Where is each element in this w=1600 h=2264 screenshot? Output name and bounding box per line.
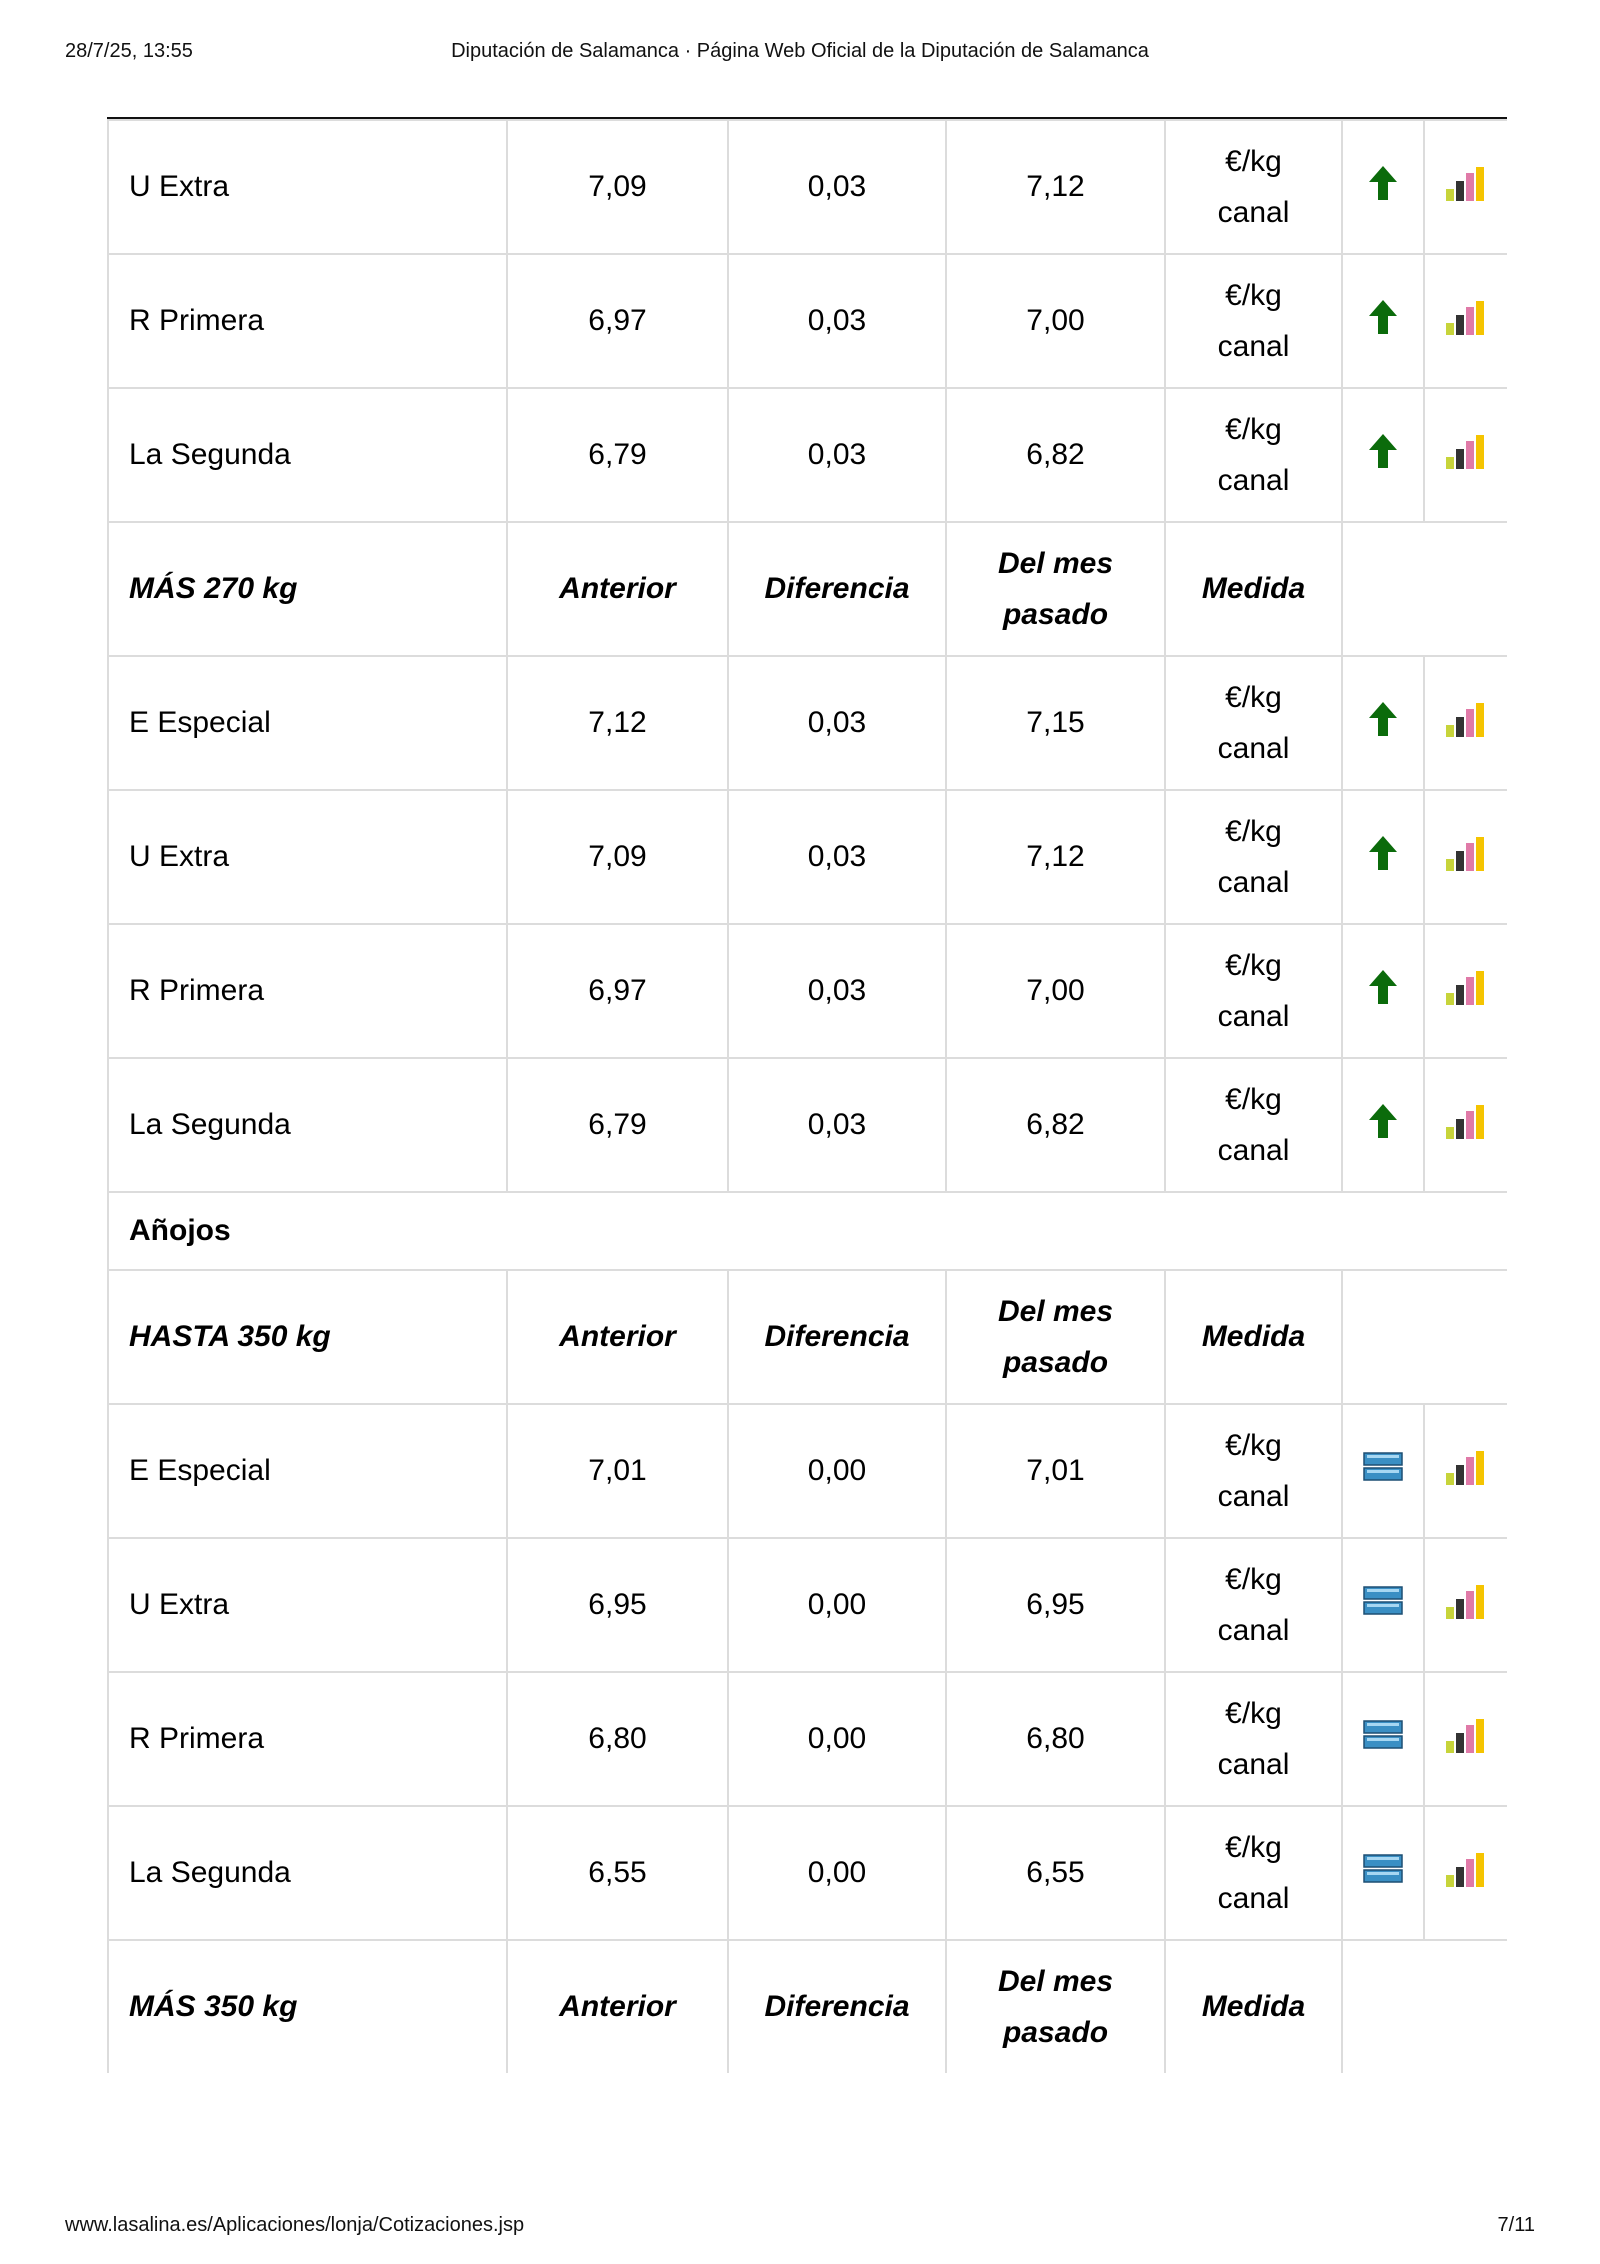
up-arrow-icon xyxy=(1368,433,1398,477)
grade-name: E Especial xyxy=(108,656,507,790)
grade-name: U Extra xyxy=(108,790,507,924)
column-heading-last-month-line2: pasado xyxy=(1002,598,1109,631)
unit-cell xyxy=(1165,1058,1342,1192)
empty-heading-cell xyxy=(1342,1270,1507,1404)
empty-heading-cell xyxy=(1342,522,1507,656)
bar-chart-icon[interactable] xyxy=(1445,701,1487,745)
last-month-price: 7,12 xyxy=(946,120,1165,254)
empty-heading-cell xyxy=(1342,1940,1507,2073)
column-heading-measure: Medida xyxy=(1165,1270,1342,1404)
previous-price: 6,79 xyxy=(507,388,728,522)
up-arrow-icon xyxy=(1368,299,1398,343)
trend-cell xyxy=(1342,790,1424,924)
last-month-price: 7,00 xyxy=(946,924,1165,1058)
print-page-title: Diputación de Salamanca · Página Web Oficial de la Diputación de Salamanca xyxy=(451,40,1149,62)
price-difference: 0,00 xyxy=(728,1538,946,1672)
grade-name: R Primera xyxy=(108,924,507,1058)
price-difference: 0,03 xyxy=(728,120,946,254)
chart-cell[interactable] xyxy=(1424,254,1507,388)
price-difference: 0,03 xyxy=(728,254,946,388)
up-arrow-icon xyxy=(1368,165,1398,209)
grade-name: U Extra xyxy=(108,1538,507,1672)
grade-name: La Segunda xyxy=(108,388,507,522)
column-heading-difference: Diferencia xyxy=(728,522,946,656)
last-month-price: 6,55 xyxy=(946,1806,1165,1940)
grade-name: La Segunda xyxy=(108,1806,507,1940)
trend-cell xyxy=(1342,1806,1424,1940)
trend-cell xyxy=(1342,924,1424,1058)
chart-cell[interactable] xyxy=(1424,1672,1507,1806)
price-difference: 0,03 xyxy=(728,924,946,1058)
column-heading-last-month-line2: pasado xyxy=(1002,1346,1109,1379)
price-difference: 0,03 xyxy=(728,656,946,790)
column-heading-last-month xyxy=(946,1940,1165,2073)
unit-label: €/kg xyxy=(1225,413,1282,446)
column-heading-previous: Anterior xyxy=(507,1940,728,2073)
column-heading-previous: Anterior xyxy=(507,522,728,656)
previous-price: 6,79 xyxy=(507,1058,728,1192)
print-url: www.lasalina.es/Aplicaciones/lonja/Cotizaciones.jsp xyxy=(65,2214,525,2236)
unit-sublabel: canal xyxy=(1217,330,1290,363)
unit-cell xyxy=(1165,1672,1342,1806)
trend-cell xyxy=(1342,120,1424,254)
table-row xyxy=(108,924,1507,1058)
unit-sublabel: canal xyxy=(1217,1000,1290,1033)
section-header-row xyxy=(108,1270,1507,1404)
previous-price: 7,09 xyxy=(507,120,728,254)
table-row xyxy=(108,790,1507,924)
table-row xyxy=(108,1806,1507,1940)
bar-chart-icon[interactable] xyxy=(1445,433,1487,477)
bar-chart-icon[interactable] xyxy=(1445,835,1487,879)
previous-price: 6,55 xyxy=(507,1806,728,1940)
previous-price: 7,01 xyxy=(507,1404,728,1538)
price-difference: 0,03 xyxy=(728,1058,946,1192)
unit-label: €/kg xyxy=(1225,145,1282,178)
equal-icon xyxy=(1363,1854,1403,1892)
last-month-price: 6,82 xyxy=(946,1058,1165,1192)
unit-sublabel: canal xyxy=(1217,1882,1290,1915)
up-arrow-icon xyxy=(1368,835,1398,879)
unit-label: €/kg xyxy=(1225,815,1282,848)
unit-cell xyxy=(1165,790,1342,924)
column-heading-measure: Medida xyxy=(1165,1940,1342,2073)
last-month-price: 6,80 xyxy=(946,1672,1165,1806)
last-month-price: 7,01 xyxy=(946,1404,1165,1538)
chart-cell[interactable] xyxy=(1424,1538,1507,1672)
unit-cell xyxy=(1165,1404,1342,1538)
bar-chart-icon[interactable] xyxy=(1445,1851,1487,1895)
weight-range-heading: MÁS 350 kg xyxy=(108,1940,507,2073)
unit-sublabel: canal xyxy=(1217,866,1290,899)
unit-cell xyxy=(1165,1538,1342,1672)
category-row xyxy=(108,1192,1507,1270)
unit-sublabel: canal xyxy=(1217,1134,1290,1167)
last-month-price: 7,12 xyxy=(946,790,1165,924)
price-difference: 0,00 xyxy=(728,1806,946,1940)
table-row xyxy=(108,1058,1507,1192)
column-heading-difference: Diferencia xyxy=(728,1940,946,2073)
trend-cell xyxy=(1342,1058,1424,1192)
section-header-row xyxy=(108,522,1507,656)
column-heading-last-month xyxy=(946,1270,1165,1404)
trend-cell xyxy=(1342,1672,1424,1806)
chart-cell[interactable] xyxy=(1424,924,1507,1058)
column-heading-last-month xyxy=(946,522,1165,656)
chart-cell[interactable] xyxy=(1424,1404,1507,1538)
unit-label: €/kg xyxy=(1225,1429,1282,1462)
unit-cell xyxy=(1165,120,1342,254)
category-title: Añojos xyxy=(108,1192,1507,1270)
column-heading-last-month-line1: Del mes xyxy=(997,547,1114,580)
unit-label: €/kg xyxy=(1225,1563,1282,1596)
price-difference: 0,03 xyxy=(728,388,946,522)
equal-icon xyxy=(1363,1452,1403,1490)
bar-chart-icon[interactable] xyxy=(1445,299,1487,343)
bar-chart-icon[interactable] xyxy=(1445,1103,1487,1147)
unit-sublabel: canal xyxy=(1217,732,1290,765)
table-row xyxy=(108,1538,1507,1672)
unit-label: €/kg xyxy=(1225,681,1282,714)
previous-price: 6,80 xyxy=(507,1672,728,1806)
grade-name: R Primera xyxy=(108,1672,507,1806)
unit-sublabel: canal xyxy=(1217,1748,1290,1781)
print-header xyxy=(65,40,1535,70)
table-row xyxy=(108,120,1507,254)
section-header-row xyxy=(108,1940,1507,2073)
price-difference: 0,00 xyxy=(728,1404,946,1538)
trend-cell xyxy=(1342,254,1424,388)
unit-sublabel: canal xyxy=(1217,1614,1290,1647)
grade-name: La Segunda xyxy=(108,1058,507,1192)
grade-name: U Extra xyxy=(108,120,507,254)
bar-chart-icon[interactable] xyxy=(1445,165,1487,209)
chart-cell[interactable] xyxy=(1424,790,1507,924)
chart-cell[interactable] xyxy=(1424,1058,1507,1192)
last-month-price: 6,95 xyxy=(946,1538,1165,1672)
price-difference: 0,03 xyxy=(728,790,946,924)
trend-cell xyxy=(1342,1538,1424,1672)
trend-cell xyxy=(1342,388,1424,522)
equal-icon xyxy=(1363,1586,1403,1624)
up-arrow-icon xyxy=(1368,701,1398,745)
previous-price: 7,12 xyxy=(507,656,728,790)
last-month-price: 6,82 xyxy=(946,388,1165,522)
unit-sublabel: canal xyxy=(1217,1480,1290,1513)
previous-price: 6,95 xyxy=(507,1538,728,1672)
unit-cell xyxy=(1165,924,1342,1058)
bar-chart-icon[interactable] xyxy=(1445,969,1487,1013)
grade-name: R Primera xyxy=(108,254,507,388)
unit-label: €/kg xyxy=(1225,1831,1282,1864)
bar-chart-icon[interactable] xyxy=(1445,1449,1487,1493)
price-table-container xyxy=(107,117,1507,2104)
column-heading-last-month-line2: pasado xyxy=(1002,2016,1109,2049)
column-heading-previous: Anterior xyxy=(507,1270,728,1404)
table-row xyxy=(108,388,1507,522)
weight-range-heading: MÁS 270 kg xyxy=(108,522,507,656)
last-month-price: 7,15 xyxy=(946,656,1165,790)
chart-cell[interactable] xyxy=(1424,388,1507,522)
page-number: 7/11 xyxy=(1497,2214,1535,2236)
bar-chart-icon[interactable] xyxy=(1445,1583,1487,1627)
unit-label: €/kg xyxy=(1225,279,1282,312)
table-row xyxy=(108,656,1507,790)
last-month-price: 7,00 xyxy=(946,254,1165,388)
price-table-body xyxy=(108,120,1507,2073)
bar-chart-icon[interactable] xyxy=(1445,1717,1487,1761)
unit-label: €/kg xyxy=(1225,1083,1282,1116)
unit-cell xyxy=(1165,254,1342,388)
unit-cell xyxy=(1165,1806,1342,1940)
unit-sublabel: canal xyxy=(1217,196,1290,229)
previous-price: 6,97 xyxy=(507,924,728,1058)
unit-cell xyxy=(1165,388,1342,522)
table-row xyxy=(108,1672,1507,1806)
chart-cell[interactable] xyxy=(1424,120,1507,254)
chart-cell[interactable] xyxy=(1424,656,1507,790)
column-heading-measure: Medida xyxy=(1165,522,1342,656)
up-arrow-icon xyxy=(1368,969,1398,1013)
unit-sublabel: canal xyxy=(1217,464,1290,497)
previous-price: 6,97 xyxy=(507,254,728,388)
column-heading-last-month-line1: Del mes xyxy=(997,1965,1114,1998)
column-heading-last-month-line1: Del mes xyxy=(997,1295,1114,1328)
weight-range-heading: HASTA 350 kg xyxy=(108,1270,507,1404)
column-heading-difference: Diferencia xyxy=(728,1270,946,1404)
table-row xyxy=(108,1404,1507,1538)
print-footer xyxy=(65,2214,1535,2244)
unit-label: €/kg xyxy=(1225,1697,1282,1730)
unit-label: €/kg xyxy=(1225,949,1282,982)
previous-price: 7,09 xyxy=(507,790,728,924)
unit-cell xyxy=(1165,656,1342,790)
up-arrow-icon xyxy=(1368,1103,1398,1147)
table-row xyxy=(108,254,1507,388)
price-table xyxy=(107,119,1507,2073)
grade-name: E Especial xyxy=(108,1404,507,1538)
equal-icon xyxy=(1363,1720,1403,1758)
trend-cell xyxy=(1342,656,1424,790)
print-date: 28/7/25, 13:55 xyxy=(65,40,193,62)
chart-cell[interactable] xyxy=(1424,1806,1507,1940)
price-difference: 0,00 xyxy=(728,1672,946,1806)
trend-cell xyxy=(1342,1404,1424,1538)
